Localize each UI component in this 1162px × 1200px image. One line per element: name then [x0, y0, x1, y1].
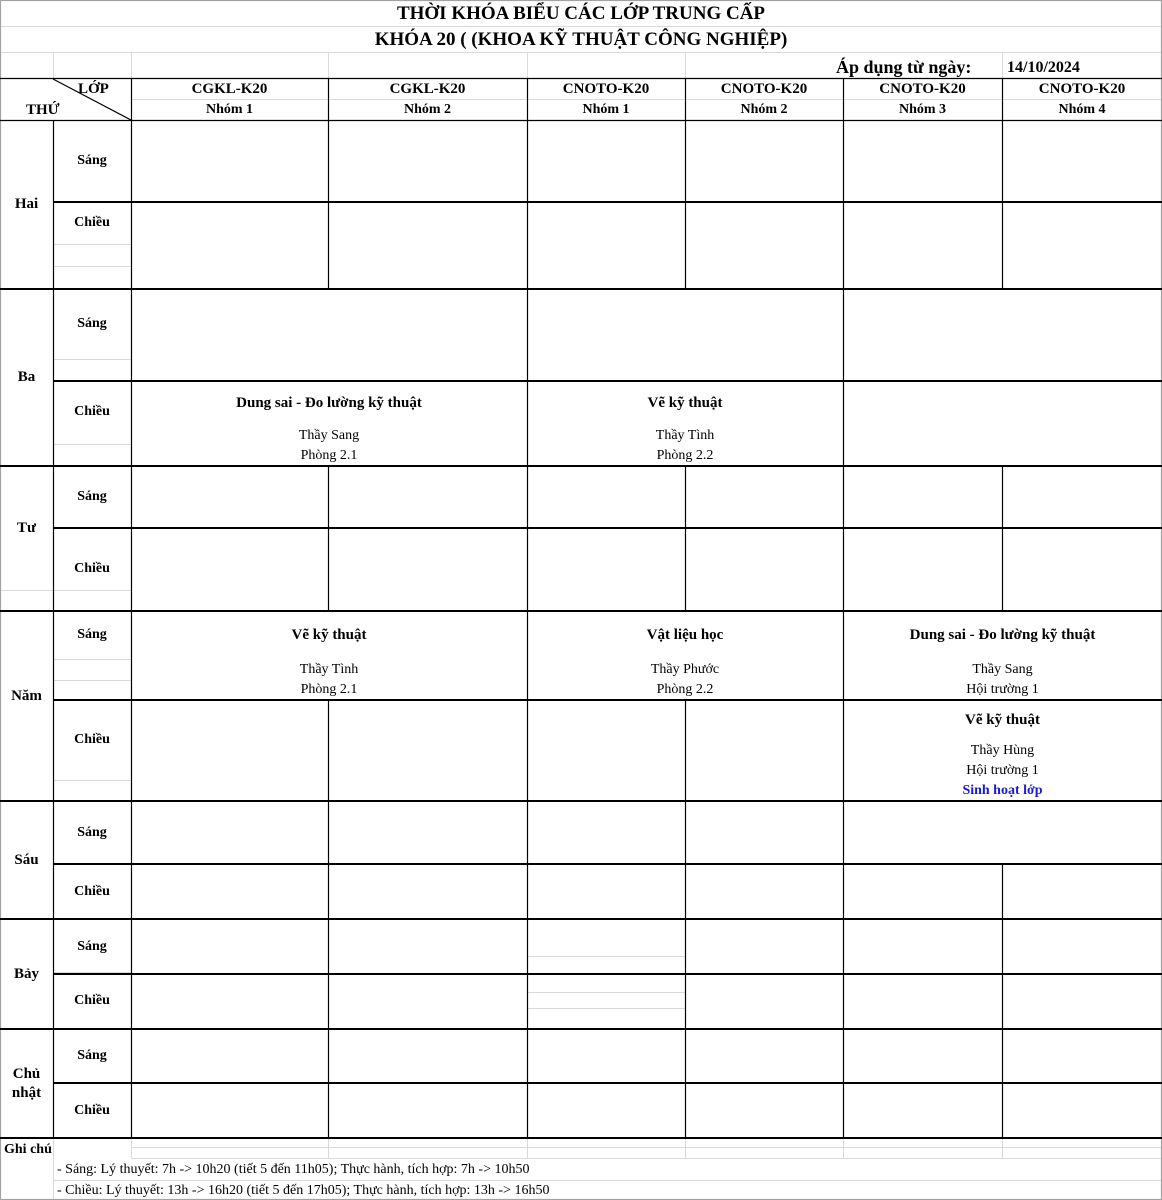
session-afternoon: Chiều — [74, 732, 110, 747]
day-tuesday: Ba — [17, 369, 36, 385]
class-name: CGKL-K20 — [191, 81, 268, 97]
entry-subject: Dung sai - Đo lường kỹ thuật — [236, 395, 422, 411]
class-group: Nhóm 1 — [582, 102, 630, 117]
page-subtitle: KHÓA 20 ( (KHOA KỸ THUẬT CÔNG NGHIỆP) — [374, 29, 788, 50]
entry-subject: Vẽ kỹ thuật — [964, 712, 1040, 728]
day-monday: Hai — [14, 196, 39, 212]
day-sunday-line1: Chủ — [12, 1066, 41, 1082]
day-sunday-line2: nhật — [11, 1085, 42, 1101]
entry-subject: Vẽ kỹ thuật — [291, 627, 367, 643]
session-afternoon: Chiều — [74, 1103, 110, 1118]
page-title: THỜI KHÓA BIỂU CÁC LỚP TRUNG CẤP — [396, 3, 766, 24]
entry-room: Hội trường 1 — [966, 763, 1039, 778]
entry-room: Phòng 2.2 — [656, 682, 714, 697]
class-name: CNOTO-K20 — [879, 81, 966, 97]
entry-teacher: Thầy Tình — [299, 662, 359, 677]
session-afternoon: Chiều — [74, 884, 110, 899]
header-lop: LỚP — [78, 81, 109, 97]
entry-room: Hội trường 1 — [966, 682, 1039, 697]
session-afternoon: Chiều — [74, 993, 110, 1008]
entry-teacher: Thầy Sang — [972, 662, 1033, 677]
session-afternoon: Chiều — [74, 215, 110, 230]
session-afternoon: Chiều — [74, 404, 110, 419]
apply-date-label: Áp dụng từ ngày: — [836, 57, 972, 77]
entry-subject: Dung sai - Đo lường kỹ thuật — [909, 627, 1096, 643]
class-name: CNOTO-K20 — [562, 81, 650, 97]
entry-subject: Vẽ kỹ thuật — [647, 395, 723, 411]
notes-label: Ghi chú — [4, 1142, 52, 1157]
session-morning: Sáng — [77, 627, 107, 642]
class-group: Nhóm 1 — [205, 102, 254, 117]
class-group: Nhóm 2 — [403, 102, 452, 117]
entry-teacher: Thầy Tình — [655, 428, 715, 443]
header-thu: THỨ — [26, 102, 60, 118]
session-morning: Sáng — [77, 316, 107, 331]
entry-room: Phòng 2.1 — [300, 682, 358, 697]
apply-date-value: 14/10/2024 — [1007, 59, 1080, 76]
entry-extra-activity: Sinh hoạt lớp — [962, 783, 1043, 798]
session-morning: Sáng — [77, 489, 107, 504]
class-group: Nhóm 2 — [740, 102, 788, 117]
entry-room: Phòng 2.2 — [656, 448, 714, 463]
entry-teacher: Thầy Sang — [298, 428, 360, 443]
notes-morning: - Sáng: Lý thuyết: 7h -> 10h20 (tiết 5 đến 11h05); Thực hành, tích hợp: 7h -> 10h50 — [57, 1162, 530, 1177]
session-morning: Sáng — [77, 1048, 107, 1063]
session-afternoon: Chiều — [74, 561, 110, 576]
class-group: Nhóm 4 — [1058, 102, 1106, 117]
notes-afternoon: - Chiều: Lý thuyết: 13h -> 16h20 (tiết 5 đến 17h05); Thực hành, tích hợp: 13h -> 16h50 — [57, 1183, 550, 1198]
class-name: CNOTO-K20 — [720, 81, 808, 97]
session-morning: Sáng — [77, 939, 107, 954]
session-morning: Sáng — [77, 153, 107, 168]
day-friday: Sáu — [14, 852, 39, 868]
entry-subject: Vật liệu học — [646, 627, 724, 643]
entry-teacher: Thầy Phước — [650, 662, 720, 677]
entry-room: Phòng 2.1 — [300, 448, 358, 463]
class-name: CNOTO-K20 — [1038, 81, 1126, 97]
day-wednesday: Tư — [16, 520, 36, 536]
day-thursday: Năm — [11, 688, 42, 704]
day-saturday: Bảy — [13, 966, 39, 982]
session-morning: Sáng — [77, 825, 107, 840]
entry-teacher: Thầy Hùng — [970, 743, 1035, 758]
class-name: CGKL-K20 — [389, 81, 466, 97]
class-group: Nhóm 3 — [898, 102, 947, 117]
